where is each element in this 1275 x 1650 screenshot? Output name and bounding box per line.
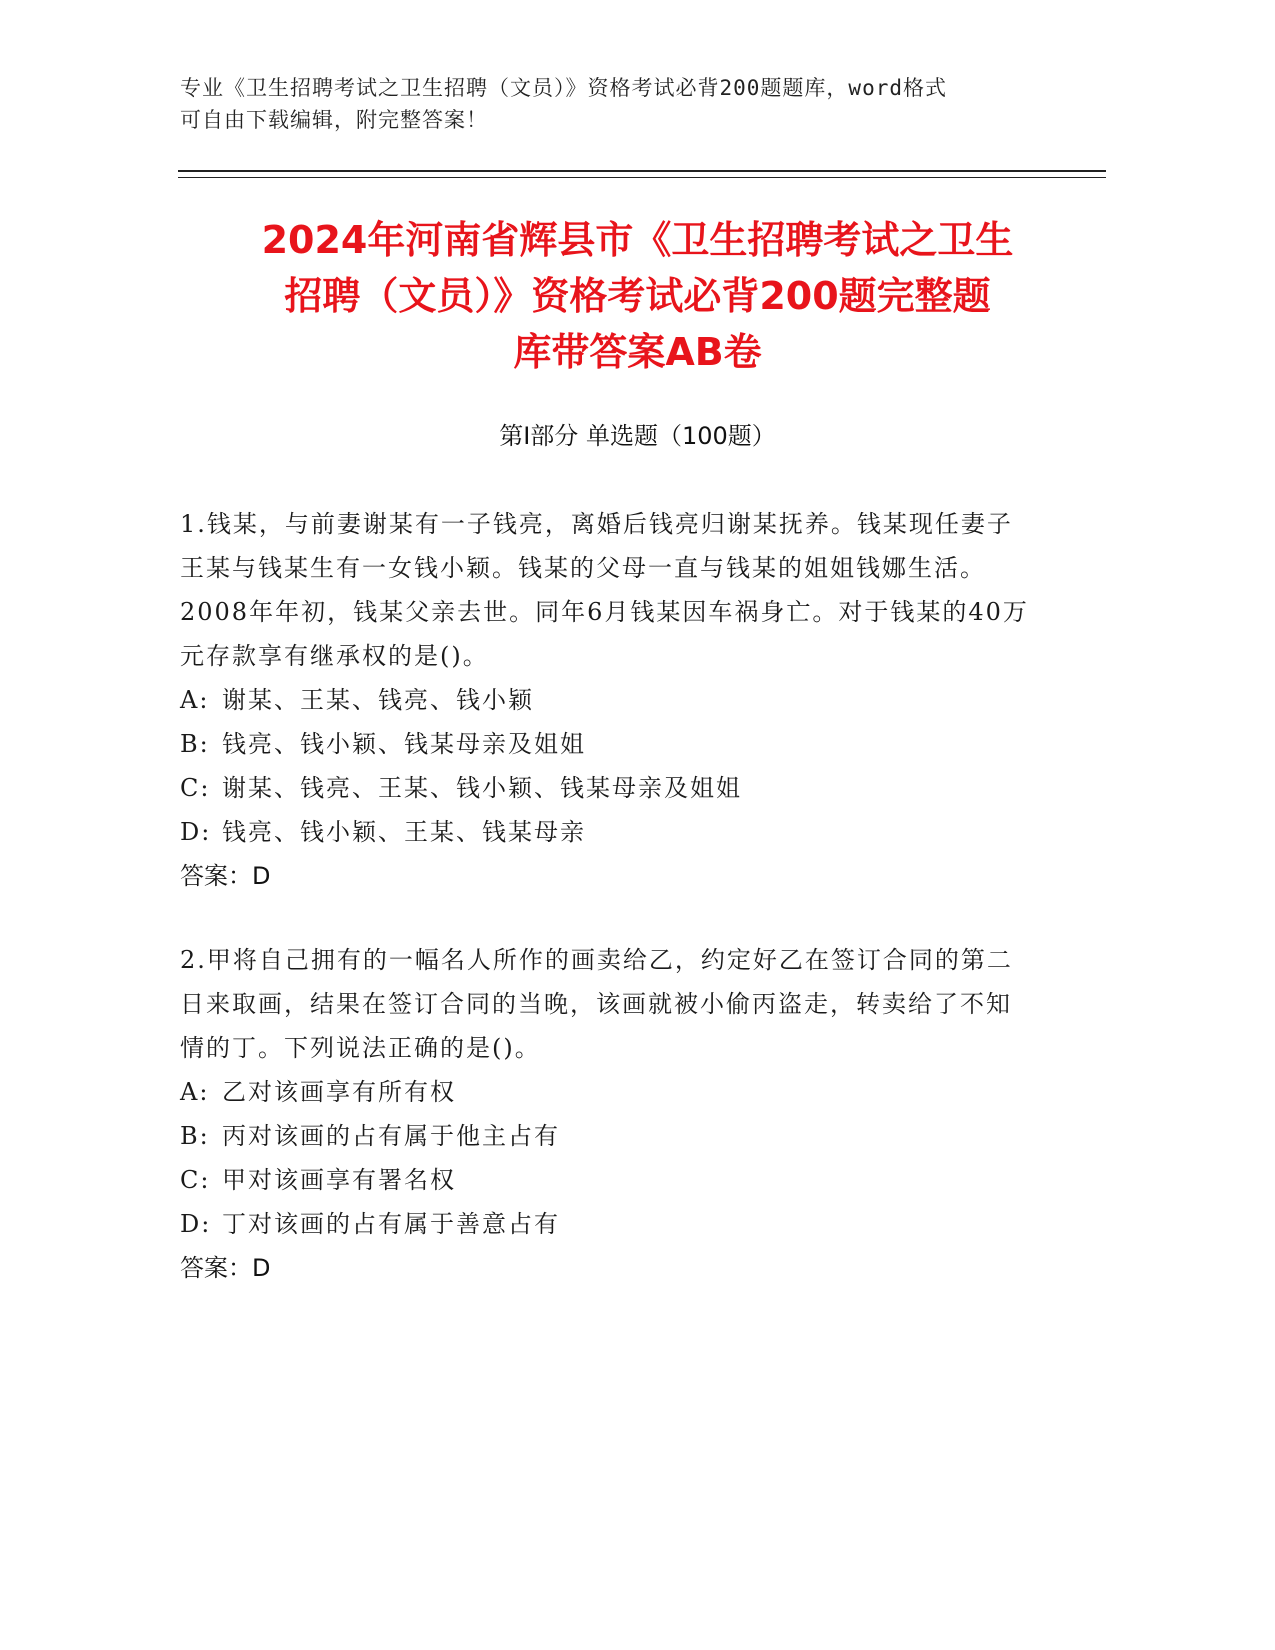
option-key: B:: [180, 1122, 210, 1150]
header-divider-thick: [178, 170, 1106, 172]
answer-label: 答案：D: [180, 1254, 271, 1282]
option-key: B:: [180, 730, 210, 758]
option-key: C:: [180, 1166, 211, 1194]
document-title: [170, 212, 1105, 380]
header-note-line-1: 专业《卫生招聘考试之卫生招聘（文员）》资格考试必背200题题库，word格式: [180, 76, 947, 100]
option-b: [180, 1114, 1030, 1158]
option-c: [180, 766, 1030, 810]
option-b: [180, 722, 1030, 766]
option-d: [180, 1202, 1030, 1246]
question-stem: 1.钱某，与前妻谢某有一子钱亮，离婚后钱亮归谢某抚养。钱某现任妻子王某与钱某生有一女钱小颖。钱某的父母一直与钱某的姐姐钱娜生活。2008年年初，钱某父亲去世。同年6月钱某因车祸身亡。对于钱某的40万元存款享有继承权的是()。: [180, 510, 1029, 670]
option-d: [180, 810, 1030, 854]
option-text: 丁对该画的占有属于善意占有: [222, 1210, 560, 1238]
option-text: 丙对该画的占有属于他主占有: [222, 1122, 560, 1150]
option-text: 谢某、王某、钱亮、钱小颖: [222, 686, 534, 714]
option-a: [180, 1070, 1030, 1114]
document-title-line-1: 2024年河南省辉县市《卫生招聘考试之卫生: [261, 218, 1014, 262]
option-text: 钱亮、钱小颖、钱某母亲及姐姐: [222, 730, 586, 758]
header-divider-thin: [178, 177, 1106, 178]
option-text: 乙对该画享有所有权: [222, 1078, 456, 1106]
document-title-line-3: 库带答案AB卷: [513, 330, 762, 374]
option-text: 钱亮、钱小颖、王某、钱某母亲: [222, 818, 586, 846]
document-title-line-2: 招聘（文员）》资格考试必背200题完整题: [284, 274, 991, 318]
option-text: 甲对该画享有署名权: [222, 1166, 456, 1194]
option-a: [180, 678, 1030, 722]
question-2: [180, 938, 1030, 1290]
question-stem: 2.甲将自己拥有的一幅名人所作的画卖给乙，约定好乙在签订合同的第二日来取画，结果在签订合同的当晚，该画就被小偷丙盗走，转卖给了不知情的丁。下列说法正确的是()。: [180, 946, 1013, 1062]
section-title: 第Ⅰ部分 单选题（100题）: [499, 422, 776, 450]
question-1: [180, 502, 1030, 898]
header-note-line-2: 可自由下载编辑，附完整答案！: [180, 108, 488, 132]
answer-label: 答案：D: [180, 862, 271, 890]
option-key: A:: [180, 1078, 210, 1106]
header-note: [180, 72, 1040, 136]
option-key: C:: [180, 774, 211, 802]
option-text: 谢某、钱亮、王某、钱小颖、钱某母亲及姐姐: [222, 774, 742, 802]
option-c: [180, 1158, 1030, 1202]
option-key: D:: [180, 1210, 212, 1238]
option-key: A:: [180, 686, 210, 714]
option-key: D:: [180, 818, 212, 846]
